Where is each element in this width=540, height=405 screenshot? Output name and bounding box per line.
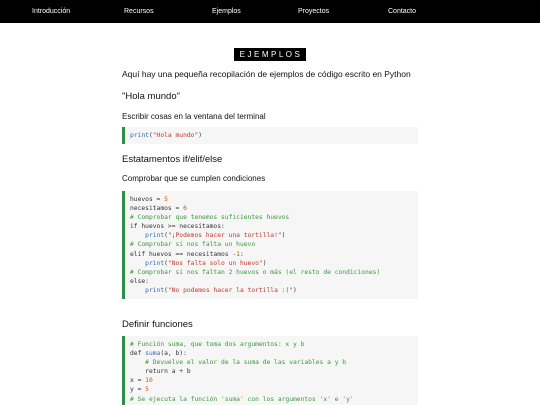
code-line [130,376,418,385]
code-token: ( [164,232,168,240]
code-token [130,287,145,294]
code-token: ( [164,259,168,267]
code-token: ) [281,232,286,240]
code-line [130,349,418,358]
code-token: 10 [145,377,153,385]
top-navigation [0,0,540,23]
code-line [130,213,418,222]
code-token: x = [130,377,146,385]
code-token: # Devuelve el valor de la suma de las variables a y b [130,359,347,367]
code-line [130,277,418,286]
code-token: # Comprobar si nos falta un huevo [130,241,256,249]
code-token: # Función suma, que toma dos argumentos: x y b [130,341,305,348]
nav-item-recursos[interactable]: Recursos [124,8,154,15]
section-heading-if-elif-else: Estatamentos if/elif/else [122,154,223,165]
code-line [130,195,418,204]
code-token: suma [145,350,161,358]
nav-item-ejemplos[interactable]: Ejemplos [212,8,241,15]
code-token: print [145,259,165,267]
code-token: # Comprobar si nos faltan 2 huevos o más (el resto de condiciones) [130,268,381,276]
code-token: 5 [145,386,149,394]
code-token: "No podemos hacer la tortilla :(" [167,286,294,294]
code-token: ) [262,259,267,267]
code-block-if-elif-else [122,191,418,299]
intro-text: Aquí hay una pequeña recopilación de ejemplos de código escrito en Python [122,69,411,79]
page-title: EJEMPLOS [234,48,307,61]
code-token: print [145,286,165,294]
code-token: ) [198,132,203,139]
code-token: huevos = [130,196,165,203]
code-line [130,358,418,367]
code-token: # Se ejecuta la función 'suma' con los argumentos 'x' e 'y' [130,395,354,403]
code-token: (a, b): [160,350,187,358]
nav-item-contacto[interactable]: Contacto [388,8,417,15]
code-token: 1 [236,250,240,258]
section-description-hola-mundo: Escribir cosas en la ventana del terminal [122,112,266,121]
code-token: # Comprobar que tenemos suficientes huevos [130,214,290,222]
code-token: ) [293,286,297,294]
code-token: : [239,250,244,258]
code-token: if huevos >= necesitamos: [130,223,225,231]
code-token [130,260,145,267]
code-line [130,131,418,140]
code-token [130,232,145,239]
code-token: ( [164,286,168,294]
code-token: 6 [183,205,187,213]
code-line [130,231,418,240]
code-token: "Nos falta solo un huevo" [167,259,263,267]
code-token: ( [148,132,153,139]
nav-item-introduccion[interactable]: Introducción [32,8,71,15]
code-line [130,240,418,249]
code-token: "Hola mundo" [152,132,199,139]
code-token: def [130,350,146,358]
code-line [130,250,418,259]
code-block-funciones [122,336,418,405]
code-line [130,367,418,376]
code-token: elif huevos == necesitamos - [130,250,237,258]
code-token: necesitamos = [130,205,184,213]
section-heading-hola-mundo: "Hola mundo" [122,91,180,102]
code-line [130,259,418,268]
code-line [130,204,418,213]
code-line [130,395,418,404]
code-block-hola-mundo [122,127,418,144]
code-token: 5 [164,196,168,203]
code-line [130,385,418,394]
code-token: print [130,132,149,139]
code-token: return a + b [130,368,191,376]
code-line [130,340,418,349]
page-title-container [0,44,540,62]
code-token: y = [130,386,146,394]
code-token: else: [130,277,149,285]
code-token: print [145,232,165,240]
nav-item-proyectos[interactable]: Proyectos [298,8,330,15]
code-line [130,268,418,277]
code-token: "¡Podemos hacer una tortilla!" [167,232,282,240]
code-line [130,286,418,295]
code-line [130,222,418,231]
section-description-if-elif-else: Comprobar que se cumplen condiciones [122,174,266,183]
section-heading-funciones: Definir funciones [122,319,193,330]
